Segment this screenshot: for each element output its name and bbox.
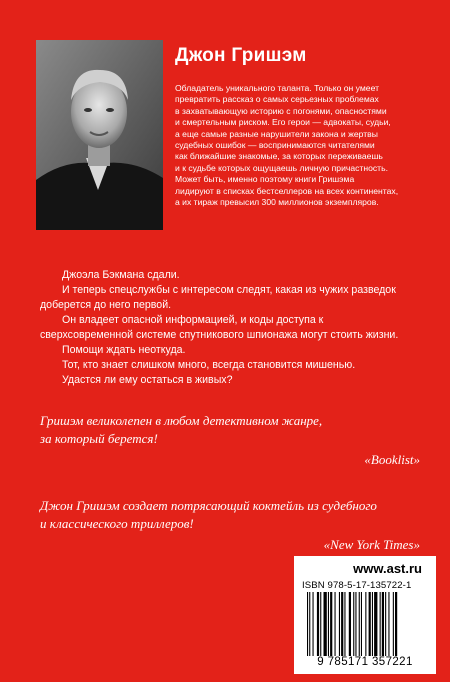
barcode-bar xyxy=(344,592,345,656)
synopsis-paragraph: Тот, кто знает слишком много, всегда становится мишенью. xyxy=(62,359,356,371)
barcode-bar xyxy=(385,592,386,656)
synopsis-paragraph: Помощи ждать неоткуда. xyxy=(62,344,186,356)
quote-text-line: и классического триллеров! xyxy=(40,515,194,531)
barcode-bar xyxy=(307,592,308,656)
barcode-bar xyxy=(361,592,362,656)
author-bio-line: а еще самые разные нарушители закона и жертвы xyxy=(175,128,378,139)
review-quote-nyt xyxy=(40,497,420,554)
barcode-bar xyxy=(330,592,332,656)
barcode-bar xyxy=(341,592,343,656)
synopsis-paragraph: И теперь спецслужбы с интересом следят, какая из чужих разведок доберется до него первой. xyxy=(40,284,396,311)
isbn-label: ISBN 978-5-17-135722-1 xyxy=(302,580,412,591)
book-synopsis xyxy=(40,268,410,388)
barcode-bar xyxy=(380,592,381,656)
barcode-bar xyxy=(324,592,327,656)
review-quote-booklist xyxy=(40,412,420,469)
barcode-bar xyxy=(365,592,366,656)
author-portrait-image xyxy=(36,40,163,230)
barcode-bar xyxy=(320,592,321,656)
barcode-bar xyxy=(382,592,384,656)
barcode-bar xyxy=(309,592,310,656)
author-name: Джон Гришэм xyxy=(175,45,307,66)
barcode-bar xyxy=(355,592,356,656)
barcode-digits: 9 785171 357221 xyxy=(317,656,413,668)
quote-source: «New York Times» xyxy=(323,537,420,552)
author-bio-line: как ближайшие знакомые, за которых переживаешь xyxy=(175,151,383,162)
barcode-bar xyxy=(369,592,371,656)
author-bio-line: судебных ошибок — воспринимаются читателями xyxy=(175,140,375,151)
author-bio-line: и смертельным риском. Его герои — адвокаты, судьи, xyxy=(175,117,391,128)
author-photo xyxy=(36,40,163,230)
author-bio xyxy=(175,83,415,208)
barcode-bar xyxy=(349,592,351,656)
barcode-bar xyxy=(393,592,394,656)
synopsis-paragraph: Удастся ли ему остаться в живых? xyxy=(62,374,233,386)
quote-text-line: за который берется! xyxy=(40,430,158,446)
barcode-panel xyxy=(294,556,436,674)
barcode-bar xyxy=(388,592,389,656)
author-bio-line: Обладатель уникального таланта. Только он умеет xyxy=(175,83,379,93)
barcode-bar xyxy=(339,592,340,656)
quote-source: «Booklist» xyxy=(364,452,420,467)
publisher-website: www.ast.ru xyxy=(353,561,422,576)
author-bio-line: лидируют в списках бестселлеров на всех континентах, xyxy=(175,185,399,196)
author-bio-line: Может быть, именно поэтому книги Гришэма xyxy=(175,174,355,185)
quote-text-line: Гришэм великолепен в любом детективном жанре, xyxy=(40,413,323,428)
barcode-bar xyxy=(359,592,360,656)
author-bio-line: и к судьбе которых ощущаешь личную причастность. xyxy=(175,162,388,173)
barcode-bar xyxy=(353,592,354,656)
barcode-bar xyxy=(372,592,373,656)
synopsis-paragraph: Джоэла Бэкмана сдали. xyxy=(62,269,180,281)
author-bio-line: а их тираж превысил 300 миллионов экземпляров. xyxy=(175,197,379,208)
barcode-bar xyxy=(374,592,377,656)
barcode-bar xyxy=(317,592,319,656)
barcode-bar xyxy=(313,592,314,656)
barcode-bar xyxy=(395,592,397,656)
barcode-icon xyxy=(307,592,425,656)
barcode-bar xyxy=(328,592,329,656)
synopsis-paragraph: Он владеет опасной информацией, и коды доступа к сверхсовременной системе спутникового шпионажа могут стоить жизни. xyxy=(40,314,399,341)
barcode-bar xyxy=(335,592,336,656)
author-bio-line: в захватывающую историю с погонями, опасностями xyxy=(175,105,387,116)
quote-text-line: Джон Гришэм создает потрясающий коктейль из судебного xyxy=(40,498,377,513)
author-bio-line: превратить рассказ о самых серьезных проблемах xyxy=(175,94,379,105)
